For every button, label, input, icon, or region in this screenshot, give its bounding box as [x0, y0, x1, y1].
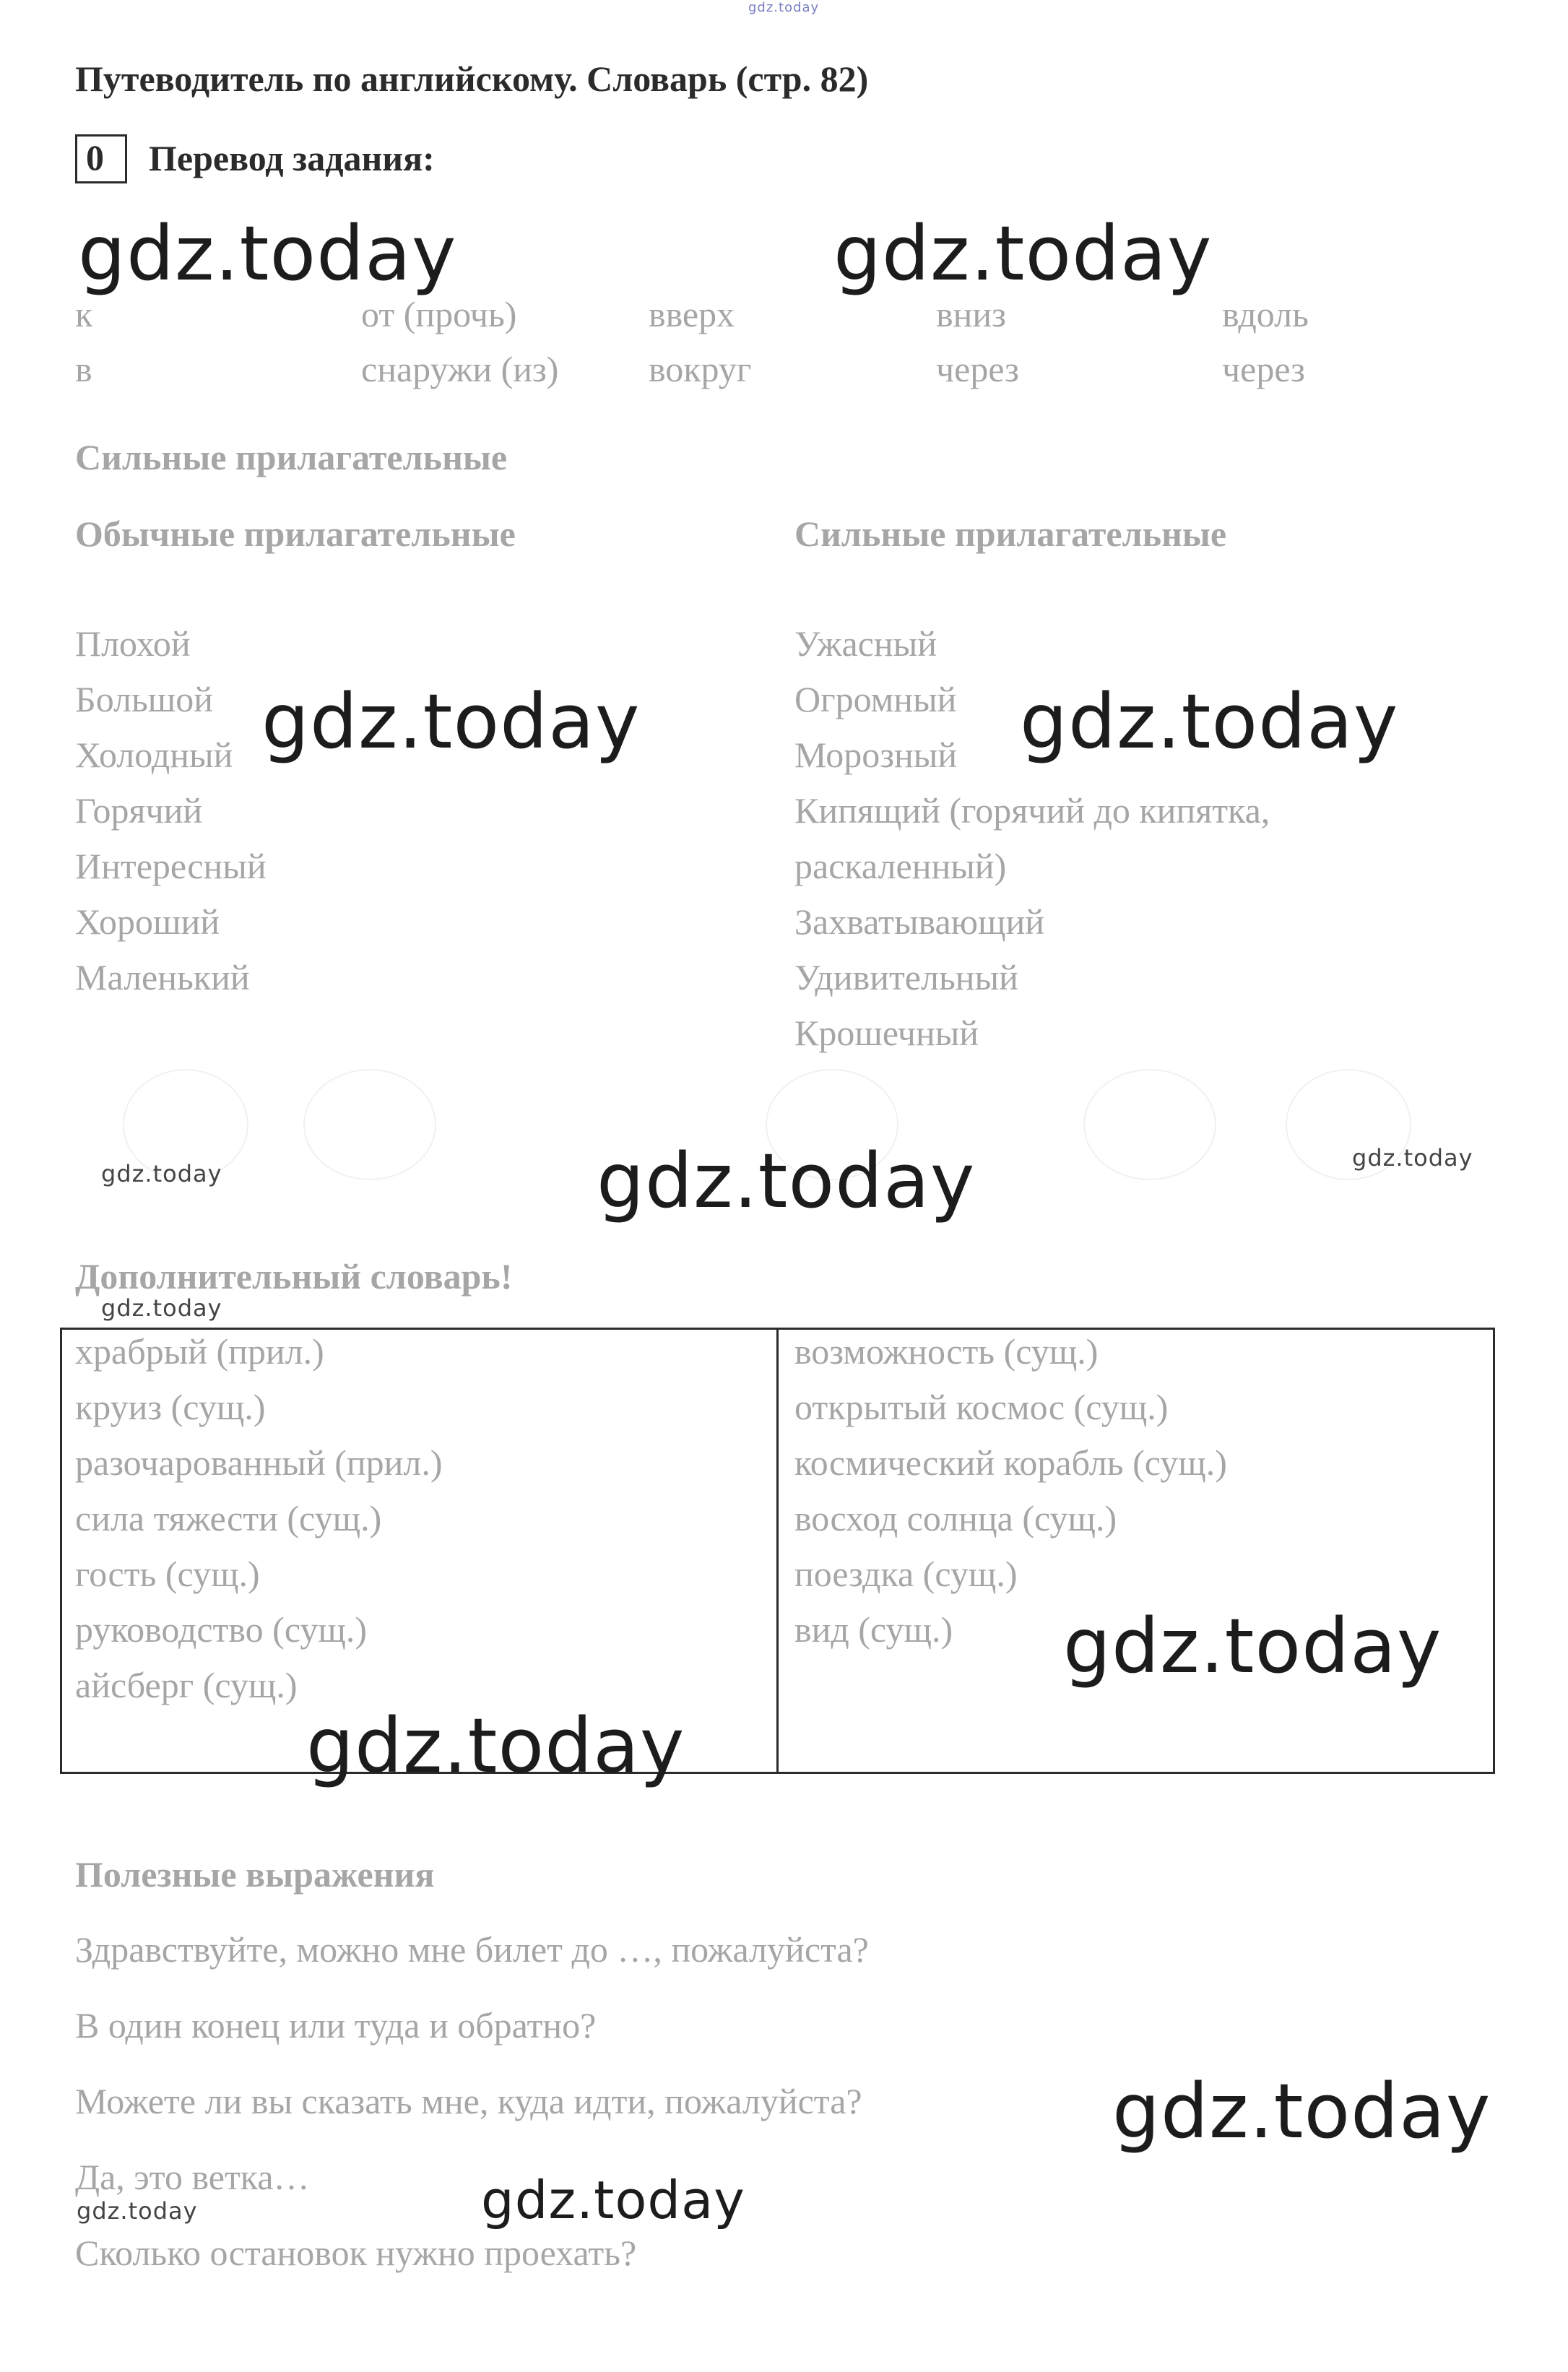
- watermark: gdz.today: [1020, 678, 1399, 766]
- adjectives-section-title: Сильные прилагательные: [75, 437, 508, 477]
- phrase: Здравствуйте, можно мне билет до …, пожалуйста?: [75, 1929, 869, 1970]
- list-item: раскаленный): [794, 846, 1007, 886]
- list-item: Ужасный: [794, 623, 937, 664]
- table-cell: открытый космос (сущ.): [794, 1387, 1169, 1427]
- page-title: Путеводитель по английскому. Словарь (стр. 82): [75, 59, 869, 99]
- list-item: Кипящий (горячий до кипятка,: [794, 790, 1270, 831]
- preposition: вверх: [649, 294, 735, 334]
- list-item: Маленький: [75, 957, 250, 997]
- watermark: gdz.today: [101, 1294, 222, 1322]
- list-item: Большой: [75, 679, 214, 719]
- watermark: gdz.today: [481, 2170, 745, 2230]
- table-cell: поездка (сущ.): [794, 1554, 1018, 1594]
- preposition: вниз: [936, 294, 1006, 334]
- top-watermark: gdz.today: [748, 0, 820, 15]
- watermark: gdz.today: [1112, 2067, 1491, 2155]
- list-item: Холодный: [75, 735, 233, 775]
- table-cell: возможность (сущ.): [794, 1331, 1099, 1372]
- table-cell: космический корабль (сущ.): [794, 1442, 1227, 1483]
- phrase: В один конец или туда и обратно?: [75, 2005, 597, 2046]
- task-number: 0: [86, 137, 104, 178]
- watermark: gdz.today: [597, 1137, 976, 1225]
- watermark: gdz.today: [306, 1702, 685, 1790]
- preposition: вдоль: [1222, 294, 1309, 334]
- phrases-title: Полезные выражения: [75, 1854, 435, 1895]
- watermark: gdz.today: [1352, 1144, 1473, 1172]
- list-item: Удивительный: [794, 957, 1018, 997]
- preposition: через: [1222, 349, 1305, 389]
- watermark: gdz.today: [101, 1160, 222, 1187]
- phrase: Можете ли вы сказать мне, куда идти, пожалуйста?: [75, 2081, 862, 2121]
- list-item: Огромный: [794, 679, 957, 719]
- table-cell: разочарованный (прил.): [75, 1442, 443, 1483]
- watermark: gdz.today: [78, 209, 457, 298]
- preposition: вокруг: [649, 349, 752, 389]
- list-item: Хороший: [75, 901, 220, 942]
- preposition: через: [936, 349, 1019, 389]
- table-divider: [776, 1330, 779, 1772]
- list-item: Интересный: [75, 846, 267, 886]
- table-cell: айсберг (сущ.): [75, 1665, 298, 1705]
- list-item: Плохой: [75, 623, 191, 664]
- table-cell: гость (сущ.): [75, 1554, 260, 1594]
- table-cell: руководство (сущ.): [75, 1609, 368, 1650]
- preposition: к: [75, 294, 93, 334]
- table-cell: сила тяжести (сущ.): [75, 1498, 382, 1538]
- table-cell: круиз (сущ.): [75, 1387, 266, 1427]
- phrase: Сколько остановок нужно проехать?: [75, 2233, 637, 2273]
- watermark: gdz.today: [833, 209, 1213, 298]
- preposition: в: [75, 349, 92, 389]
- list-item: Горячий: [75, 790, 203, 831]
- list-item: Крошечный: [794, 1013, 979, 1053]
- table-cell: храбрый (прил.): [75, 1331, 324, 1372]
- adjectives-left-header: Обычные прилагательные: [75, 514, 516, 554]
- task-number-box: [75, 134, 127, 183]
- task-title: Перевод задания:: [149, 138, 435, 178]
- table-cell: восход солнца (сущ.): [794, 1498, 1117, 1538]
- watermark: gdz.today: [77, 2197, 198, 2225]
- extra-vocab-table: [60, 1328, 1495, 1774]
- preposition: снаружи (из): [361, 349, 559, 389]
- watermark: gdz.today: [1063, 1602, 1442, 1690]
- preposition: от (прочь): [361, 294, 517, 334]
- phrase: Да, это ветка…: [75, 2157, 310, 2197]
- list-item: Морозный: [794, 735, 958, 775]
- table-cell: вид (сущ.): [794, 1609, 953, 1650]
- watermark: gdz.today: [261, 678, 641, 766]
- list-item: Захватывающий: [794, 901, 1045, 942]
- extra-vocab-title: Дополнительный словарь!: [75, 1256, 513, 1297]
- adjectives-right-header: Сильные прилагательные: [794, 514, 1227, 554]
